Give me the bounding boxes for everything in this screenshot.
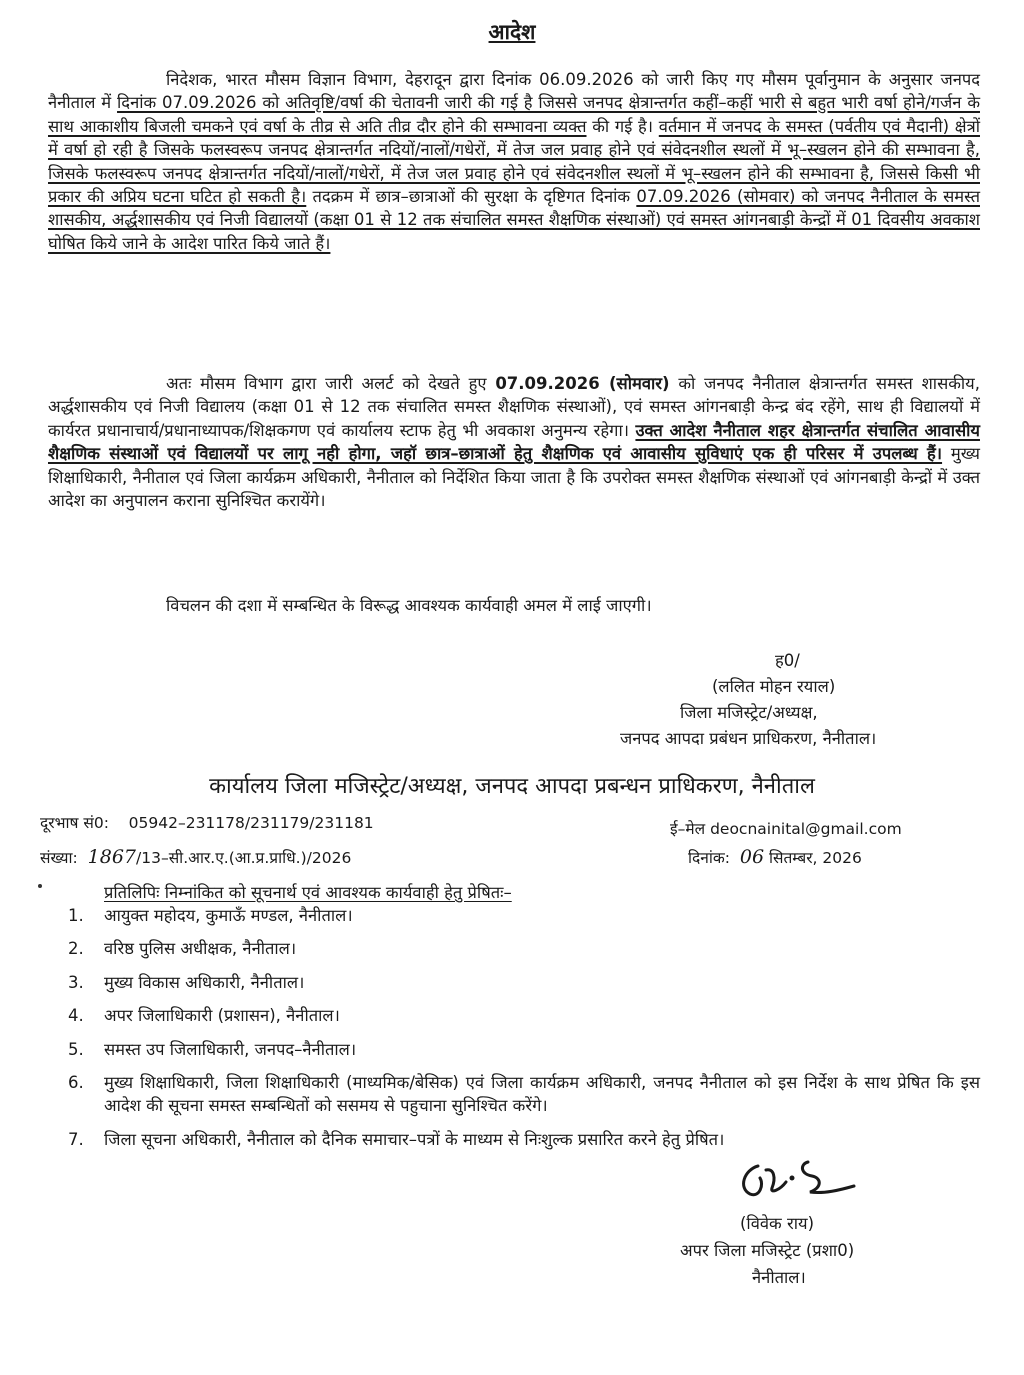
underlined-text: दिनांक 07.09.2026 को अतिवृष्टि/वर्षा की चेतावनी जारी की गई है जिससे जनपद क्षेत्रान्तर्गत कहीं–कहीं भारी से बहुत भारी वर्षा होने/गर्जन के साथ आकाशीय बिजली चमकने एवं वर्षा के तीव्र से अति तीव्र दौर होने की सम्भावना व्यक्त — [48, 93, 980, 136]
document-title: आदेश — [488, 20, 536, 44]
phone-label: दूरभाष सं0: — [40, 814, 109, 832]
list-item: 2. वरिष्ठ पुलिस अधीक्षक, नैनीताल। — [68, 939, 297, 959]
list-item: 7. जिला सूचना अधिकारी, नैनीताल को दैनिक समाचार–पत्रों के माध्यम से निःशुल्क प्रसारित करने हेतु प्रेषित। — [68, 1129, 725, 1149]
signatory-org: जनपद आपदा प्रबंधन प्राधिकरण, नैनीताल। — [620, 729, 877, 748]
date-label: दिनांक: — [688, 849, 730, 867]
list-item: 3. मुख्य विकास अधिकारी, नैनीताल। — [68, 972, 305, 992]
list-item: 5. समस्त उप जिलाधिकारी, जनपद–नैनीताल। — [68, 1039, 357, 1059]
email-line — [670, 817, 902, 839]
date-line — [688, 846, 862, 868]
order-paragraph-1: निदेशक, भारत मौसम विज्ञान विभाग, देहरादून द्वारा दिनांक 06.09.2026 को जारी किए गए मौसम पूर्वानुमान के अनुसार जनपद नैनीताल में दिनांक 07.09.2026 को अतिवृष्टि/वर्षा की चेतावनी जारी की गई है जिससे जनपद क्षेत्रान्तर्गत कहीं–कहीं भारी से बहुत भारी वर्षा होने/गर्जन के साथ आकाशीय बिजली चमकने एवं वर्षा के तीव्र से अति तीव्र दौर होने की सम्भावना व्यक्त की गई है। वर्तमान में जनपद के समस्त (पर्वतीय एवं मैदानी) क्षेत्रों में वर्षा हो रही है जिसके फलस्वरूप जनपद क्षेत्रान्तर्गत नदियों/नालों/गधेरों, में तेज जल प्रवाह होने एवं संवेदनशील स्थलों में भू–स्खलन होने की सम्भावना है, जिसके फलस्वरूप जनपद क्षेत्रान्तर्गत नदियों/नालों/गधेरों, में तेज जल प्रवाह होने एवं संवेदनशील स्थलों में भू–स्खलन होने की सम्भावना है, जिससे किसी भी प्रकार की अप्रिय घटना घटित हो सकती है। तदक्रम में छात्र–छात्राओं की सुरक्षा के दृष्टिगत दिनांक 07.09.2026 (सोमवार) को जनपद नैनीताल के समस्त शासकीय, अर्द्धशासकीय एवं निजी विद्यालयों (कक्षा 01 से 12 तक संचालित समस्त शैक्षणिक संस्थाओं) एवं समस्त आंगनबाड़ी केन्द्रों में 01 दिवसीय अवकाश घोषित किये जाने के आदेश पारित किये जाते हैं। — [48, 70, 980, 253]
signatory-designation: जिला मजिस्ट्रेट/अध्यक्ष, — [680, 703, 818, 722]
ref-number-rest: /13–सी.आर.ए.(आ.प्र.प्राधि.)/2026 — [136, 849, 352, 867]
underlined-text: उक्त आदेश नैनीताल शहर क्षेत्रान्तर्गत संचालित आवासीय शैक्षणिक संस्थाओं एवं विद्यालयों पर लागू नही होगा, जहॉ छात्र–छात्राओं हेतु शैक्षणिक एवं आवासीय सुविधाएं एक ही परिसर में उपलब्ध हैं। — [48, 420, 980, 464]
bold-date: 07.09.2026 (सोमवार) — [495, 374, 670, 393]
reference-row — [40, 846, 960, 868]
list-item: 6. मुख्य शिक्षाधिकारी, जिला शिक्षाधिकारी (माध्यमिक/बेसिक) एवं जिला कार्यक्रम अधिकारी, जनपद नैनीताल को इस निर्देश के साथ प्रेषित कि इस आदेश की सूचना समस्त सम्बन्धितों को ससमय से पहुचाना सुनिश्चित करेंगे। — [68, 1073, 980, 1116]
signatory-designation: अपर जिला मजिस्ट्रेट (प्रशा0) — [680, 1241, 855, 1260]
recipient-list — [40, 904, 980, 1161]
signatory-place: नैनीताल। — [752, 1268, 806, 1287]
date-rest: सितम्बर, 2026 — [768, 849, 862, 867]
handwritten-signature — [730, 1148, 880, 1208]
copy-to-label: प्रतिलिपिः निम्नांकित को सूचनार्थ एवं आवश्यक कार्यवाही हेतु प्रेषितः– — [104, 883, 512, 902]
list-item: 4. अपर जिलाधिकारी (प्रशासन), नैनीताल। — [68, 1006, 340, 1026]
signatory-name: (विवेक राय) — [740, 1214, 815, 1233]
ink-dot — [38, 884, 42, 888]
signatory-block-2 — [680, 1210, 980, 1291]
signatory-name: (ललित मोहन रयाल) — [712, 677, 836, 696]
email-address: deocnainital@gmail.com — [710, 820, 902, 838]
underlined-text: 07.09.2026 (सोमवार) को जनपद नैनीताल के समस्त शासकीय, अर्द्धशासकीय एवं निजी विद्यालयों (कक्षा 01 से 12 तक संचालित समस्त शैक्षणिक संस्थाओं) एवं समस्त आंगनबाड़ी केन्द्रों में 01 दिवसीय अवकाश घोषित किये जाने के आदेश पारित किये जाते हैं। — [48, 187, 980, 253]
contact-row — [40, 811, 960, 838]
date-handwritten: 06 — [739, 846, 765, 868]
signed-mark: ह0/ — [775, 651, 800, 670]
office-heading: कार्यालय जिला मजिस्ट्रेट/अध्यक्ष, जनपद आपदा प्रबन्धन प्राधिकरण, नैनीताल — [209, 774, 815, 799]
email-label: ई–मेल — [670, 820, 706, 838]
underlined-text: वर्तमान में जनपद के समस्त (पर्वतीय एवं मैदानी) क्षेत्रों में वर्षा हो रही है जिसके फलस्वरूप जनपद क्षेत्रान्तर्गत नदियों/नालों/गधेरों, में तेज जल प्रवाह होने एवं संवेदनशील स्थलों में भू–स्खलन होने की सम्भावना है, जिसके फलस्वरूप जनपद क्षेत्रान्तर्गत नदियों/नालों/गधेरों, में तेज जल प्रवाह होने एवं संवेदनशील स्थलों में भू–स्खलन होने की सम्भावना है, जिससे किसी भी प्रकार की अप्रिय घटना घटित हो सकती है। — [48, 116, 980, 207]
order-paragraph-2: अतः मौसम विभाग द्वारा जारी अलर्ट को देखते हुए 07.09.2026 (सोमवार) को जनपद नैनीताल क्षेत्रान्तर्गत समस्त शासकीय, अर्द्धशासकीय एवं निजी विद्यालय (कक्षा 01 से 12 तक संचालित समस्त शैक्षणिक संस्थाओं), एवं समस्त आंगनबाड़ी केन्द्र बंद रहेंगे, साथ ही विद्यालयों में कार्यरत प्रधानाचार्य/प्रधानाध्यापक/शिक्षकगण एवं कार्यालय स्टाफ हेतु भी अवकाश अनुमन्य रहेगा। उक्त आदेश नैनीताल शहर क्षेत्रान्तर्गत संचालित आवासीय शैक्षणिक संस्थाओं एवं विद्यालयों पर लागू नही होगा, जहॉ छात्र–छात्राओं हेतु शैक्षणिक एवं आवासीय सुविधाएं एक ही परिसर में उपलब्ध हैं। मुख्य शिक्षाधिकारी, नैनीताल एवं जिला कार्यक्रम अधिकारी, नैनीताल को निर्देशित किया जाता है कि उपरोक्त समस्त शैक्षणिक संस्थाओं एवं आंगनबाड़ी केन्द्रों में उक्त आदेश का अनुपालन कराना सुनिश्चित करायेंगे। — [48, 374, 980, 511]
order-paragraph-3: विचलन की दशा में सम्बन्धित के विरूद्ध आवश्यक कार्यवाही अमल में लाई जाएगी। — [166, 596, 652, 615]
signatory-block-1 — [600, 648, 980, 752]
phone-number: 05942–231178/231179/231181 — [128, 814, 374, 832]
ref-number-handwritten: 1867 — [87, 846, 136, 868]
list-item: 1. आयुक्त महोदय, कुमाऊँ मण्डल, नैनीताल। — [68, 906, 353, 925]
ref-label: संख्या: — [40, 849, 78, 867]
